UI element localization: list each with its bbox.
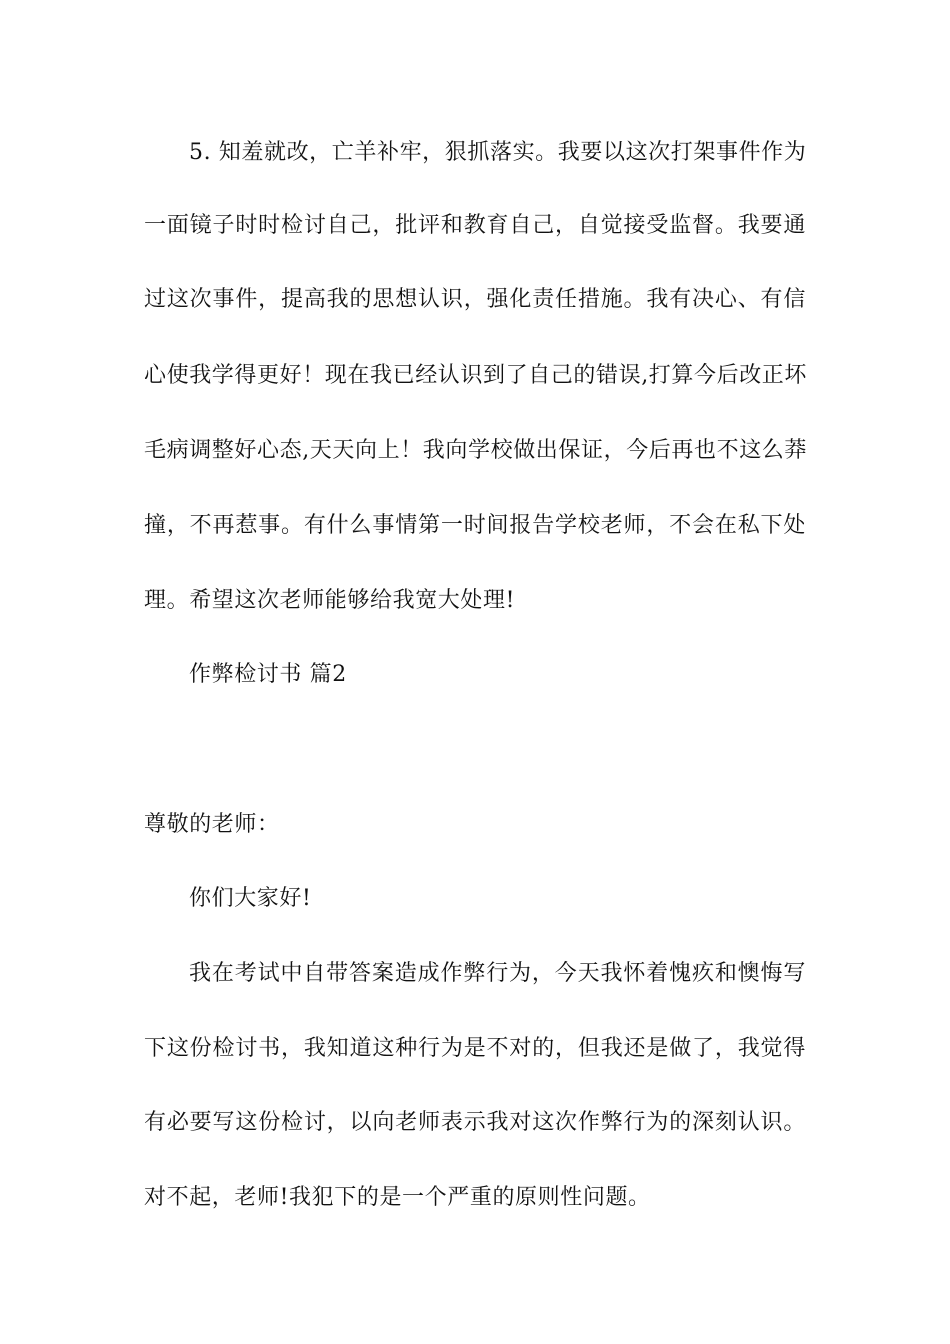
paragraph-1-line-5: 毛病调整好心态,天天向上！我向学校做出保证，今后再也不这么莽 — [144, 438, 807, 463]
salutation: 尊敬的老师： — [144, 812, 280, 837]
paragraph-1-line-7: 理。希望这次老师能够给我宽大处理! — [144, 588, 516, 613]
paragraph-2-line-4: 对不起，老师!我犯下的是一个严重的原则性问题。 — [144, 1185, 651, 1210]
paragraph-2-line-3: 有必要写这份检讨，以向老师表示我对这次作弊行为的深刻认识。 — [144, 1110, 806, 1135]
paragraph-1-line-1: 5. 知羞就改，亡羊补牢，狠抓落实。我要以这次打架事件作为 — [189, 140, 807, 165]
paragraph-1-line-3: 过这次事件，提高我的思想认识，强化责任措施。我有决心、有信 — [144, 287, 806, 312]
section-heading: 作弊检讨书 篇2 — [189, 662, 347, 687]
paragraph-1-line-6: 撞，不再惹事。有什么事情第一时间报告学校老师，不会在私下处 — [144, 513, 806, 538]
paragraph-2-line-1: 我在考试中自带答案造成作弊行为，今天我怀着愧疚和懊悔写 — [189, 961, 806, 986]
paragraph-1-line-2: 一面镜子时时检讨自己，批评和教育自己，自觉接受监督。我要通 — [144, 213, 806, 238]
greeting: 你们大家好! — [189, 886, 312, 911]
paragraph-1-line-4: 心使我学得更好！现在我已经认识到了自己的错误,打算今后改正坏 — [144, 363, 807, 388]
paragraph-2-line-2: 下这份检讨书，我知道这种行为是不对的，但我还是做了，我觉得 — [144, 1036, 806, 1061]
